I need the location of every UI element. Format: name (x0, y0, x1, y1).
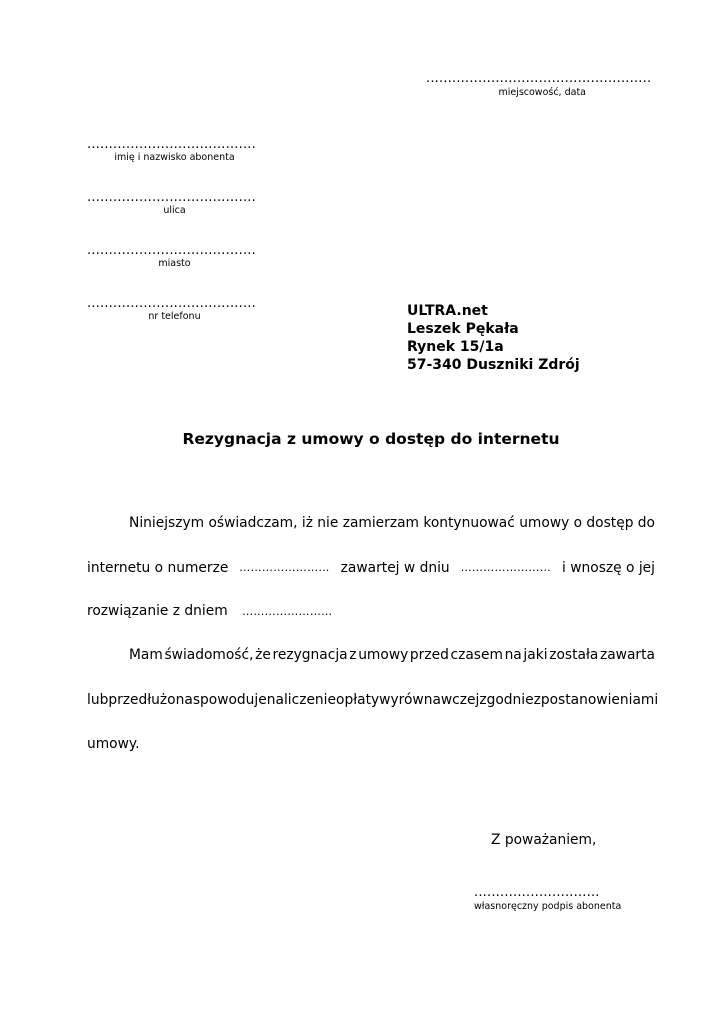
sender-name-dots: ....................................... (87, 137, 256, 152)
sender-phone-label: nr telefonu (148, 311, 201, 322)
paragraph1-line1 (87, 517, 655, 531)
recipient-company: ULTRA.net (407, 303, 488, 319)
contract-date-blank: …………………… (460, 561, 552, 574)
paragraph2-line1 (87, 649, 655, 663)
word: o (573, 515, 583, 531)
sender-city-dots: ....................................... (87, 243, 256, 258)
word: nie (317, 515, 339, 531)
word: wyrównawczej (379, 692, 480, 708)
word: oświadczam, (208, 515, 298, 531)
sender-city-label: miasto (158, 258, 191, 269)
sender-city-field (87, 244, 262, 269)
word: zgodnie (479, 692, 534, 708)
signature-field (474, 885, 622, 912)
word: kontynuować (423, 515, 515, 531)
word: z (349, 647, 357, 663)
text-segment: internetu o numerze (87, 560, 229, 576)
word: umowy (358, 647, 409, 663)
recipient-street: Rynek 15/1a (407, 339, 504, 355)
word: do (637, 515, 655, 531)
word: naliczenie (266, 692, 336, 708)
word: opłaty (336, 692, 380, 708)
signature-label: własnoręczny podpis abonenta (474, 901, 622, 912)
word: jaki (523, 647, 548, 663)
word: została (549, 647, 599, 663)
paragraph1-line3 (87, 605, 332, 619)
sender-name-label: imię i nazwisko abonenta (114, 152, 235, 163)
sender-street-dots: ....................................... (87, 190, 256, 205)
word: rezygnacja (272, 647, 348, 663)
word: zawarta (599, 647, 655, 663)
termination-date-blank: …………………… (242, 605, 333, 618)
word: spowoduje (192, 692, 267, 708)
word: na (504, 647, 522, 663)
word: świadomość, (164, 647, 254, 663)
recipient-city: 57-340 Duszniki Zdrój (407, 357, 580, 373)
text-segment: zawartej w dniu (340, 560, 450, 576)
sender-street-label: ulica (163, 205, 186, 216)
word: Mam (129, 647, 163, 663)
contract-number-blank: …………………… (239, 561, 330, 574)
word: z (533, 692, 541, 708)
word: lub (87, 692, 109, 708)
word: postanowieniami (540, 692, 659, 708)
signature-dots: ............................. (474, 885, 600, 900)
text-segment: rozwiązanie z dniem (87, 603, 228, 619)
word: przedłużona (108, 692, 193, 708)
recipient-address (407, 302, 580, 374)
place-date-field (426, 72, 658, 98)
word: umowy (519, 515, 570, 531)
word: dostęp (586, 515, 634, 531)
sender-phone-field (87, 297, 262, 322)
word: że (255, 647, 271, 663)
sender-name-field (87, 138, 262, 163)
word: zamierzam (342, 515, 419, 531)
sender-phone-dots: ....................................... (87, 296, 256, 311)
document-title: Rezygnacja z umowy o dostęp do internetu (182, 430, 560, 448)
word: czasem (450, 647, 503, 663)
paragraph2-line3: umowy. (87, 736, 140, 752)
sender-street-field (87, 191, 262, 216)
word: Niniejszym (129, 515, 205, 531)
word: iż (301, 515, 313, 531)
word: przed (409, 647, 449, 663)
recipient-person: Leszek Pękała (407, 321, 519, 337)
closing-greeting: Z poważaniem, (491, 832, 597, 848)
place-date-dots: .................................................... (426, 71, 652, 86)
paragraph2-line2 (87, 692, 659, 708)
place-date-label: miejscowość, data (498, 87, 586, 98)
paragraph1-line2 (87, 562, 655, 576)
text-segment: i wnoszę o jej (562, 560, 655, 576)
